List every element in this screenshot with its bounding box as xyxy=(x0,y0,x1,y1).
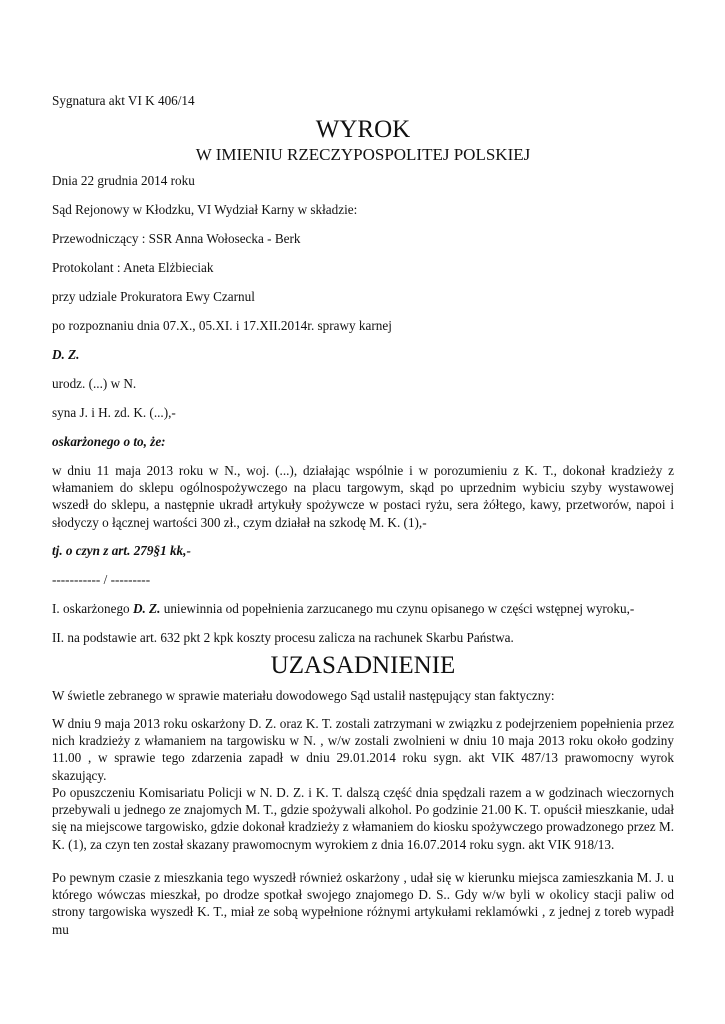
justification-paragraph-2: Po opuszczeniu Komisariatu Policji w N. D. Z. i K. T. dalszą część dnia spędzali razem a w godzinach wieczornych przebywali u jednego ze znajomych M. T., gdzie spożywali alkohol. Po godzinie 21.00 K. T. opuścił mieszkanie, udał się na miejscowe targowisko, gdzie dokonał kradzieży z włamaniem do kiosku spożywczego prowadzonego przez M. K. (1), za czyn ten został skazany prawomocnym wyrokiem z dnia 16.07.2014 roku sygn. akt VIK 918/13. xyxy=(52,785,674,852)
justification-intro: W świetle zebranego w sprawie materiału dowodowego Sąd ustalił następujący stan faktyczny: xyxy=(52,688,555,703)
separator-line: ----------- / --------- xyxy=(52,572,151,587)
defendant-birth: urodz. (...) w N. xyxy=(52,376,137,391)
verdict-title: WYROK xyxy=(315,116,411,143)
hearing-dates: po rozpoznaniu dnia 07.X., 05.XI. i 17.XII.2014r. sprawy karnej xyxy=(52,318,392,333)
justification-paragraph-1: W dniu 9 maja 2013 roku oskarżony D. Z. oraz K. T. zostali zatrzymani w związku z podejrzeniem popełnienia przez nich kradzieży z włamaniem na targowisku w N. , w/w zostali zwolnieni w dniu 10 maja 2013 roku około godziny 11.00 , w sprawie tego zdarzenia zapadł w dniu 29.01.2014 roku sygn. akt VIK 487/13 prawomocny wyrok skazujący. xyxy=(52,716,674,783)
charge-paragraph: w dniu 11 maja 2013 roku w N., woj. (...), działając wspólnie i w porozumieniu z K. T., dokonał kradzieży z włamaniem do sklepu ogólnospożywczego na placu targowym, skąd po uprzednim wybiciu szyby wystawowej wszedł do sklepu, a następnie ukradł artykuły spożywcze w postaci ryżu, sera żółtego, kawy, przetworów, napoi i słodyczy o łącznej wartości 300 zł., czym działał na szkodę M. K. (1),- xyxy=(52,463,674,530)
accused-heading: oskarżonego o to, że: xyxy=(52,434,166,449)
ruling-point-1 xyxy=(52,600,634,617)
ruling-point-2: II. na podstawie art. 632 pkt 2 kpk koszty procesu zalicza na rachunek Skarbu Państwa. xyxy=(52,630,514,645)
justification-title: UZASADNIENIE xyxy=(270,652,456,679)
ruling-point-1-name: D. Z. xyxy=(132,601,161,616)
ruling-point-1-prefix: I. oskarżonego xyxy=(52,601,133,616)
court-composition: Sąd Rejonowy w Kłodzku, VI Wydział Karny w składzie: xyxy=(52,202,358,217)
verdict-subtitle: W IMIENIU RZECZYPOSPOLITEJ POLSKIEJ xyxy=(195,145,531,164)
verdict-date: Dnia 22 grudnia 2014 roku xyxy=(52,173,195,188)
court-recorder: Protokolant : Aneta Elżbieciak xyxy=(52,260,214,275)
ruling-point-1-suffix: uniewinnia od popełnienia zarzucanego mu czynu opisanego w części wstępnej wyroku,- xyxy=(160,601,635,616)
defendant-name: D. Z. xyxy=(52,347,80,362)
justification-paragraph-3: Po pewnym czasie z mieszkania tego wyszedł również oskarżony , udał się w kierunku miejsca zamieszkania M. J. u którego wówczas mieszkał, po drodze spotkał swojego znajomego D. S.. Gdy w/w byli w okolicy stacji paliw od strony targowiska wyszedł K. T., miał ze sobą wypełnione różnymi artykułami reklamówki , z jednej z toreb wypadł mu xyxy=(52,870,674,937)
legal-article: tj. o czyn z art. 279§1 kk,- xyxy=(52,543,191,558)
defendant-parents: syna J. i H. zd. K. (...),- xyxy=(52,405,176,420)
case-signature: Sygnatura akt VI K 406/14 xyxy=(52,93,195,108)
presiding-judge: Przewodniczący : SSR Anna Wołosecka - Berk xyxy=(52,231,301,246)
prosecutor-line: przy udziale Prokuratora Ewy Czarnul xyxy=(52,289,255,304)
